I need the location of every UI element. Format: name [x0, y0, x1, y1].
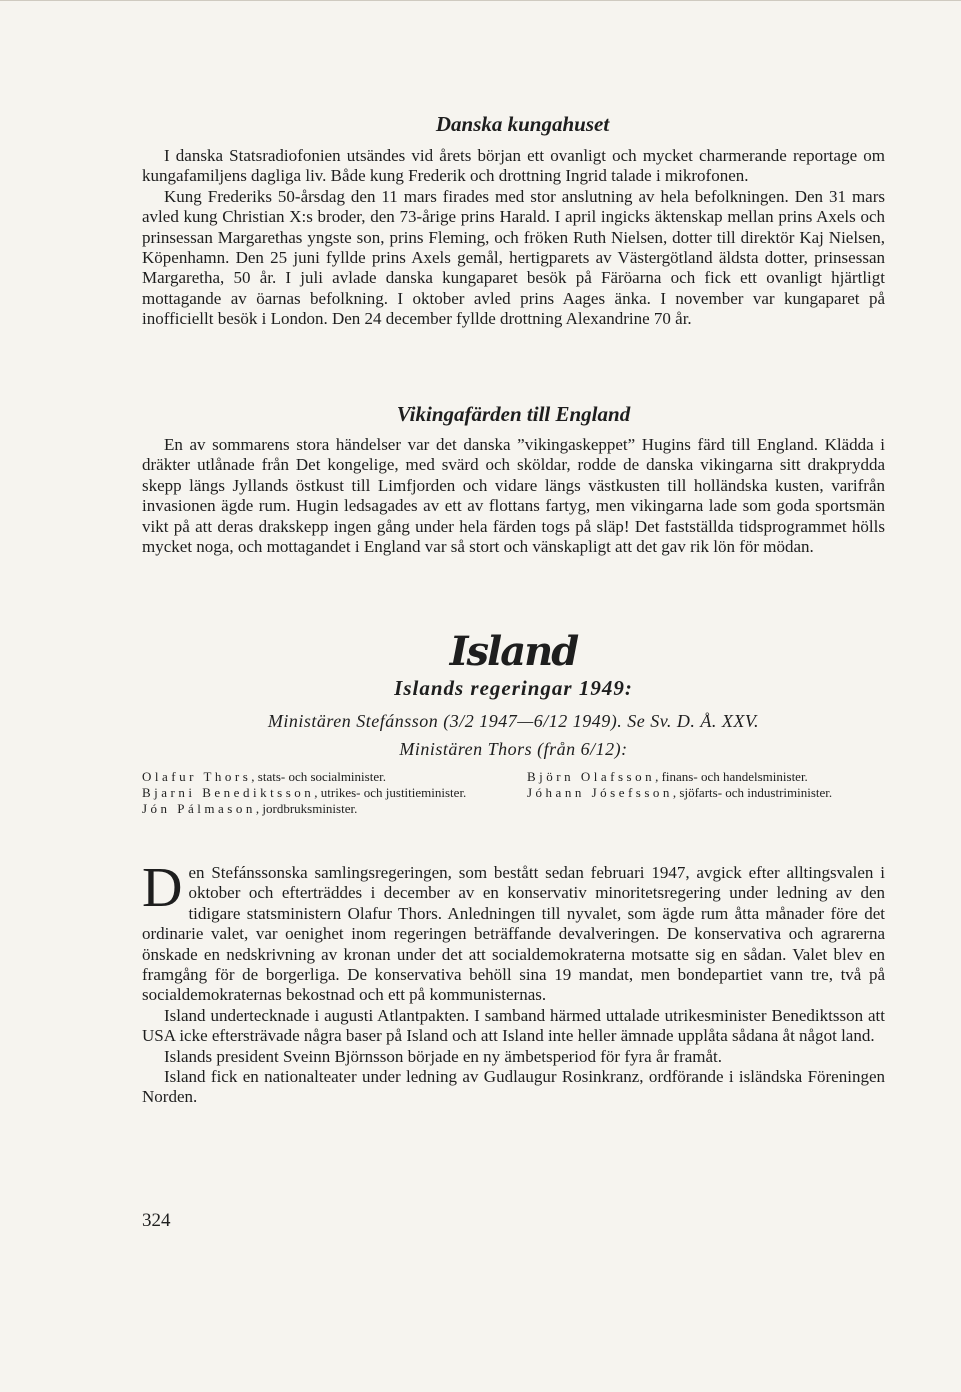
country-title: Island: [449, 628, 578, 675]
minister-column-left: [142, 769, 500, 817]
government-title: Islands regeringar 1949:: [394, 676, 633, 700]
section-heading: Danska kungahuset: [435, 112, 610, 136]
minister-name: Olafur Thors: [142, 769, 252, 784]
minister-entry: [527, 769, 885, 785]
top-edge-divider: [0, 0, 961, 1]
paragraph: [142, 857, 885, 1006]
minister-column-right: [527, 769, 885, 817]
minister-role: , utrikes- och justitieminister.: [314, 785, 467, 800]
page-number: 324: [142, 1210, 171, 1231]
section-vikingafarden: [142, 402, 885, 427]
current-ministry: [142, 739, 885, 760]
section-body: [142, 435, 885, 557]
minister-role: , finans- och handelsminister.: [655, 769, 808, 784]
drop-cap: D: [142, 857, 183, 919]
minister-name: Jón Pálmason: [142, 801, 256, 816]
section-danska-kungahuset: [142, 112, 885, 137]
paragraph: I danska Statsradiofonien utsändes vid årets början ett ovanligt och mycket charmerande reportage om kungafamiljens dagliga liv. Både kung Frederik och drottning Ingrid talade i mikrofonen.: [142, 146, 885, 186]
section-heading: Vikingafärden till England: [396, 402, 631, 426]
minister-name: Björn Olafsson: [527, 769, 656, 784]
government-heading: [142, 676, 885, 701]
paragraph: Island undertecknade i augusti Atlantpakten. I samband härmed uttalade utrikesminister Benediktsson att USA icke eftersträvade några baser på Island och att Island inte heller ämnade upplåta sådana åt något land.: [142, 1005, 885, 1046]
minister-entry: [142, 785, 500, 801]
current-ministry-line: Ministären Thors (från 6/12):: [399, 739, 628, 759]
minister-role: , sjöfarts- och industriminister.: [672, 785, 833, 800]
minister-name: Bjarni Benediktsson: [142, 785, 315, 800]
minister-name: Jóhann Jósefsson: [527, 785, 673, 800]
island-body: [142, 857, 885, 1108]
section-body: [142, 146, 885, 330]
paragraph-text: en Stefánssonska samlingsregeringen, som bestått sedan februari 1947, avgick efter alltingsvalen i oktober och efterträddes i december av en konservativ minoritetsregering under ledning av den tidigare statsministern Olafur Thors. Anledningen till nyvalet, som ägde rum åtta månader före det ordinarie valet, var oenighet inom regeringen beträffande devalveringen. De konservativa och agrarerna önskade en nedskrivning av kronan under det att socialdemokraterna motsatte sig en sådan. Valet blev en framgång för de borgerliga. De konservativa behöll sina 19 mandat, men bondepartiet vann tre, två på socialdemokraternas bekostnad och ett på kommunisternas.: [142, 863, 885, 1005]
previous-ministry-line: Ministären Stefánsson (3/2 1947—6/12 1949). Se Sv. D. Å. XXV.: [267, 711, 760, 731]
paragraph: Islands president Sveinn Björnsson började en ny ämbetsperiod för fyra år framåt.: [164, 1046, 723, 1066]
minister-entry: [527, 785, 885, 801]
minister-role: , jordbruksminister.: [255, 801, 358, 816]
paragraph: En av sommarens stora händelser var det danska ”vikingaskeppet” Hugins färd till England. Klädda i dräkter utlånade från Det kongelige, med svärd och sköldar, rodde de danska vikingarna sitt drakprydda skepp längs Jyllands östkust till Limfjorden och vidare längs västkusten till holländska kusten, varifrån invasionen ägde rum. Hugin ledsagades av ett av flottans fartyg, men vikingarna lade som goda sportsmän vikt på att deras drakskepp ingen gång under hela färden togs på släp! Det fastställda tidsprogrammet hölls mycket noga, och mottagandet i England var så stort och vänskapligt att det gav rik lön för mödan.: [142, 435, 885, 557]
paragraph: Island fick en nationalteater under ledning av Gudlaugur Rosinkranz, ordförande i isländska Föreningen Norden.: [142, 1067, 885, 1107]
paragraph: Kung Frederiks 50-årsdag den 11 mars firades med stor anslutning av hela befolkningen. Den 31 mars avled kung Christian X:s broder, den 73-årige prins Harald. I april ingicks äktenskap mellan prins Axels och prinsessan Margarethas yngste son, prins Fleming, och fröken Ruth Nielsen, dotter till direktör Kaj Nielsen, Köpenhamn. Den 25 juni fyllde prins Axels gemål, hertigparets av Västergötland äldsta dotter, prinsessan Margaretha, 50 år. I juli avlade danska kungaparet besök på Färöarna och fick ett ovanligt hjärtligt mottagande av öarnas befolkning. I oktober avled prins Aages änka. I november var kungaparet på inofficiellt besök i London. Den 24 december fyllde drottning Alexandrine 70 år.: [142, 186, 885, 329]
minister-entry: [142, 801, 500, 817]
country-section-island: [142, 628, 885, 675]
minister-entry: [142, 769, 500, 785]
previous-ministry: [142, 711, 885, 732]
minister-role: , stats- och socialminister.: [251, 769, 386, 784]
minister-list: [142, 769, 885, 817]
